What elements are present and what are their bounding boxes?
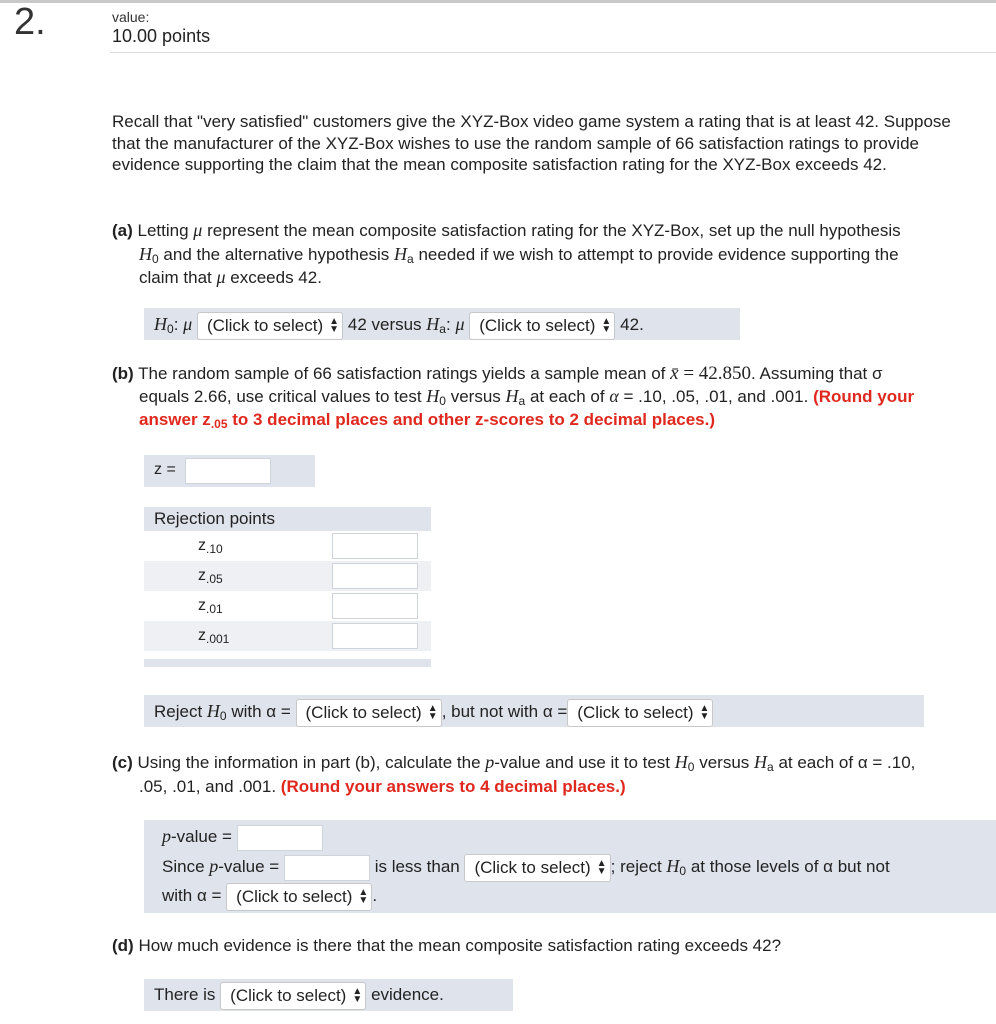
reject-alpha-select[interactable]: (Click to select) ▲ ▼ [296, 699, 442, 727]
pvalue-input[interactable] [237, 825, 323, 851]
part-a-answer-box: $H_0$: μ (Click to select) ▲ ▼ 42 versus $H_a$: μ (Click to select) ▲ ▼ 42. [144, 308, 740, 340]
header-divider [110, 52, 996, 53]
z-001-input[interactable] [332, 623, 418, 649]
since-line: Since p-value = is less than (Click to select) ▲ ▼ ; reject $H_0$ at those levels of α but not [162, 851, 890, 881]
rejection-row [144, 531, 431, 561]
evidence-select[interactable]: (Click to select) ▲ ▼ [220, 982, 366, 1010]
rejection-row [144, 561, 431, 591]
z-01-input[interactable] [332, 593, 418, 619]
pvalue-line: p-value = [162, 823, 323, 849]
z-10-label: $z_{.10}$ [198, 537, 223, 556]
part-a-question: (a) Letting μ represent the mean composite satisfaction rating for the XYZ-Box, set up the null hypothesis $H_0$ and the alternative hypothesis $H_a$ needed if we wish to attempt to provide evidence supporting the claim that μ exceeds 42. [112, 220, 901, 287]
part-c-question: (c) Using the information in part (b), calculate the p-value and use it to test $H_0$ versus $H_a$ at each of α = .10, .05, .01, and .001. (Round your answers to 4 decimal places.) [112, 752, 916, 796]
intro-text: Recall that "very satisfied" customers give the XYZ-Box video game system a rating that is at least 42. Suppose that the manufacturer of the XYZ-Box wishes to use the random sample of 66 satisfaction ratings to provide evidence supporting the claim that the mean composite satisfaction rating for the XYZ-Box exceeds 42. [112, 112, 951, 174]
z-label: z = [154, 461, 176, 478]
rejection-row [144, 621, 431, 651]
z-input[interactable] [185, 458, 271, 484]
z-01-label: $z_{.01}$ [198, 597, 223, 616]
since-pvalue-input[interactable] [284, 855, 370, 881]
part-b-question: (b) The random sample of 66 satisfaction ratings yields a sample mean of x̄ = 42.850. Assuming that σ equals 2.66, use critical values to test $H_0$ versus $H_a$ at each of α = .10, .05, .01, and .001. (Round your answer $z_{.05}$ to 3 decimal places and other z-scores to 2 decimal places.) [112, 363, 915, 431]
value-label: value: [112, 9, 150, 25]
question-number: 2. [14, 1, 46, 43]
z-box [144, 455, 315, 487]
rejection-points-table [144, 507, 431, 667]
z-10-input[interactable] [332, 533, 418, 559]
rejection-header: Rejection points [144, 507, 431, 531]
part-d-question: (d) How much evidence is there that the mean composite satisfaction rating exceeds 42? [112, 936, 782, 955]
part-d-answer-box: There is (Click to select) ▲ ▼ evidence. [144, 979, 513, 1011]
alt-hypothesis-select[interactable]: (Click to select) ▲ ▼ [469, 312, 615, 340]
less-than-alpha-select[interactable]: (Click to select) ▲ ▼ [464, 854, 610, 882]
z-001-label: $z_{.001}$ [198, 627, 230, 646]
not-alpha-select[interactable]: (Click to select) ▲ ▼ [226, 883, 372, 911]
value-points: 10.00 points [112, 26, 211, 46]
z-05-label: $z_{.05}$ [198, 567, 223, 586]
with-alpha-line: with α = (Click to select) ▲ ▼ . [162, 881, 377, 911]
null-hypothesis-select[interactable]: (Click to select) ▲ ▼ [197, 312, 343, 340]
table-footer-bar [144, 659, 431, 667]
part-c-answer-box [144, 820, 996, 913]
z-05-input[interactable] [332, 563, 418, 589]
reject-box: Reject $H_0$ with α = (Click to select) ▲ ▼ , but not with α = (Click to select) ▲ ▼ [144, 695, 924, 727]
rejection-row [144, 591, 431, 621]
top-divider [0, 0, 996, 3]
not-reject-alpha-select[interactable]: (Click to select) ▲ ▼ [567, 699, 713, 727]
